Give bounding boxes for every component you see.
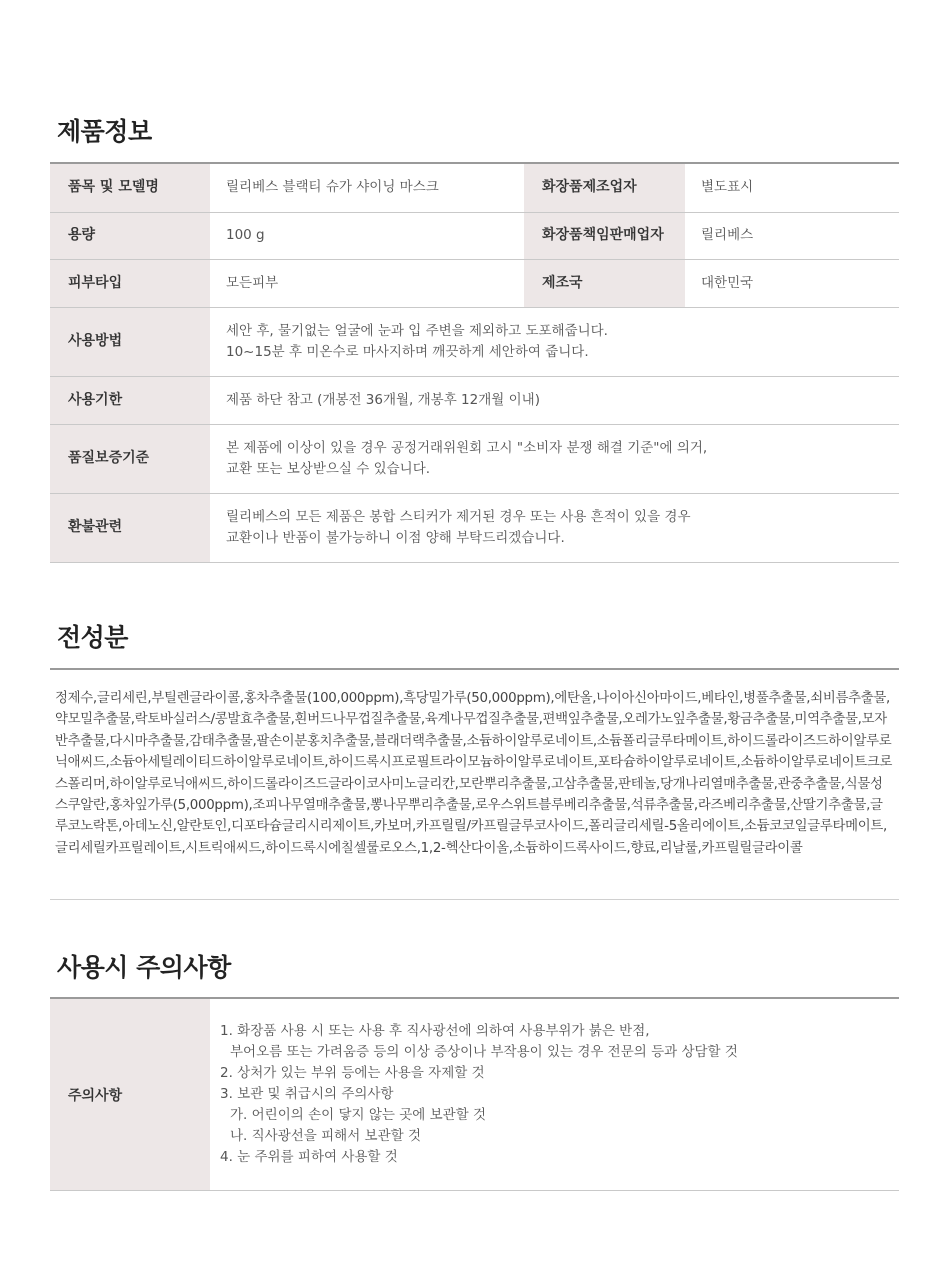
ingredients-bottom-rule [50, 899, 899, 900]
list-item: 4. 눈 주위를 피하여 사용할 것 [220, 1149, 398, 1165]
ingredients-text: 정제수,글리세린,부틸렌글라이콜,홍차추출물(100,000ppm),흑당밀가루(50,000ppm),에탄올,나이아신아마이드,베타인,병풀추출물,쇠비름추출물,약모밀추출물,락토바실러스/콩발효추출물,흰버드나무껍질추출물,육계나무껍질추출물,편백잎추출물,오레가노잎추출물,황금추출물,미역추출물,모자반추출물,다시마추출물,감태추출물,팔손이분홍치추출물,블래더랙추출물,소듐하이알루로네이트,소듐폴리글루타메이트,하이드롤라이즈드하이알루로닉애씨드,소듐아세틸레이티드하이알루로네이트,하이드록시프로필트라이모늄하이알루로네이트,포타슘하이알루로네이트,소듐하이알루로네이트크로스폴리머,하이알루로닉애씨드,하이드롤라이즈드글라이코사미노글리칸,모란뿌리추출물,고삼추출물,판테놀,당개나리열매추출물,관중추출물,식물성스쿠알란,홍차잎가루(5,000ppm),조피나무열매추출물,뽕나무뿌리추출물,로우스위트블루베리추출물,석류추출물,라즈베리추출물,산딸기추출물,글루코노락톤,아데노신,알란토인,디포타슘글리시리제이트,카보머,카프릴릴/카프릴글루코사이드,폴리글리세릴-5올리에이트,소듐코코일글루타메이트,글리세릴카프릴레이트,시트릭애씨드,하이드록시에칠셀룰로오스,1,2-헥산다이올,소듐하이드록사이드,향료,리날룰,카프릴릴글라이콜 [55, 691, 893, 856]
list-item: 2. 상처가 있는 부위 등에는 사용을 자제할 것 [220, 1065, 485, 1081]
list-item: 나. 직사광선을 피해서 보관할 것 [230, 1128, 421, 1144]
value-quality [210, 424, 899, 493]
label-refund: 환불관련 [50, 493, 210, 562]
ingredients-title: 전성분 [57, 623, 128, 652]
table-row [50, 212, 899, 259]
table-row [50, 376, 899, 424]
label-model: 품목 및 모델명 [50, 164, 210, 212]
label-quality: 품질보증기준 [50, 424, 210, 493]
caution-title: 사용시 주의사항 [57, 953, 231, 982]
value-usage [210, 307, 899, 376]
value-refund [210, 493, 899, 562]
value-manufacturer: 별도표시 [685, 164, 899, 212]
value-seller: 릴리베스 [685, 212, 899, 259]
label-expiry: 사용기한 [50, 376, 210, 424]
value-skin-type: 모든피부 [210, 259, 524, 307]
table-row [50, 424, 899, 493]
usage-line: 10~15분 후 미온수로 마사지하며 깨끗하게 세안하여 줍니다. [226, 343, 589, 360]
value-country: 대한민국 [685, 259, 899, 307]
caution-label: 주의사항 [50, 999, 210, 1190]
refund-line: 릴리베스의 모든 제품은 봉합 스티커가 제거된 경우 또는 사용 흔적이 있을 경우 [226, 508, 691, 525]
expiry-line: 제품 하단 참고 (개봉전 36개월, 개봉후 12개월 이내) [226, 391, 540, 408]
caution-list [220, 1021, 738, 1168]
product-info-table [50, 164, 899, 563]
table-row [50, 259, 899, 307]
label-usage: 사용방법 [50, 307, 210, 376]
ingredients-top-rule [50, 668, 899, 670]
product-info-title: 제품정보 [57, 117, 152, 146]
quality-line: 본 제품에 이상이 있을 경우 공정거래위원회 고시 "소비자 분쟁 해결 기준"에 의거, [226, 439, 708, 456]
label-manufacturer: 화장품제조업자 [524, 164, 685, 212]
value-expiry [210, 376, 899, 424]
list-item: 3. 보관 및 취급시의 주의사항 [220, 1086, 394, 1102]
usage-line: 세안 후, 물기없는 얼굴에 눈과 입 주변을 제외하고 도포해줍니다. [226, 322, 608, 339]
label-skin-type: 피부타입 [50, 259, 210, 307]
refund-line: 교환이나 반품이 불가능하니 이점 양해 부탁드리겠습니다. [226, 529, 565, 546]
value-model: 릴리베스 블랙티 슈가 샤이닝 마스크 [210, 164, 524, 212]
label-volume: 용량 [50, 212, 210, 259]
quality-line: 교환 또는 보상받으실 수 있습니다. [226, 460, 431, 477]
list-item: 부어오름 또는 가려움증 등의 이상 증상이나 부작용이 있는 경우 전문의 등과 상담할 것 [230, 1044, 738, 1060]
caution-box [50, 999, 899, 1191]
table-row [50, 307, 899, 376]
list-item: 1. 화장품 사용 시 또는 사용 후 직사광선에 의하여 사용부위가 붉은 반점, [220, 1023, 650, 1039]
label-seller: 화장품책임판매업자 [524, 212, 685, 259]
table-row [50, 164, 899, 212]
value-volume: 100 g [210, 212, 524, 259]
list-item: 가. 어린이의 손이 닿지 않는 곳에 보관할 것 [230, 1107, 487, 1123]
table-row [50, 493, 899, 562]
label-country: 제조국 [524, 259, 685, 307]
